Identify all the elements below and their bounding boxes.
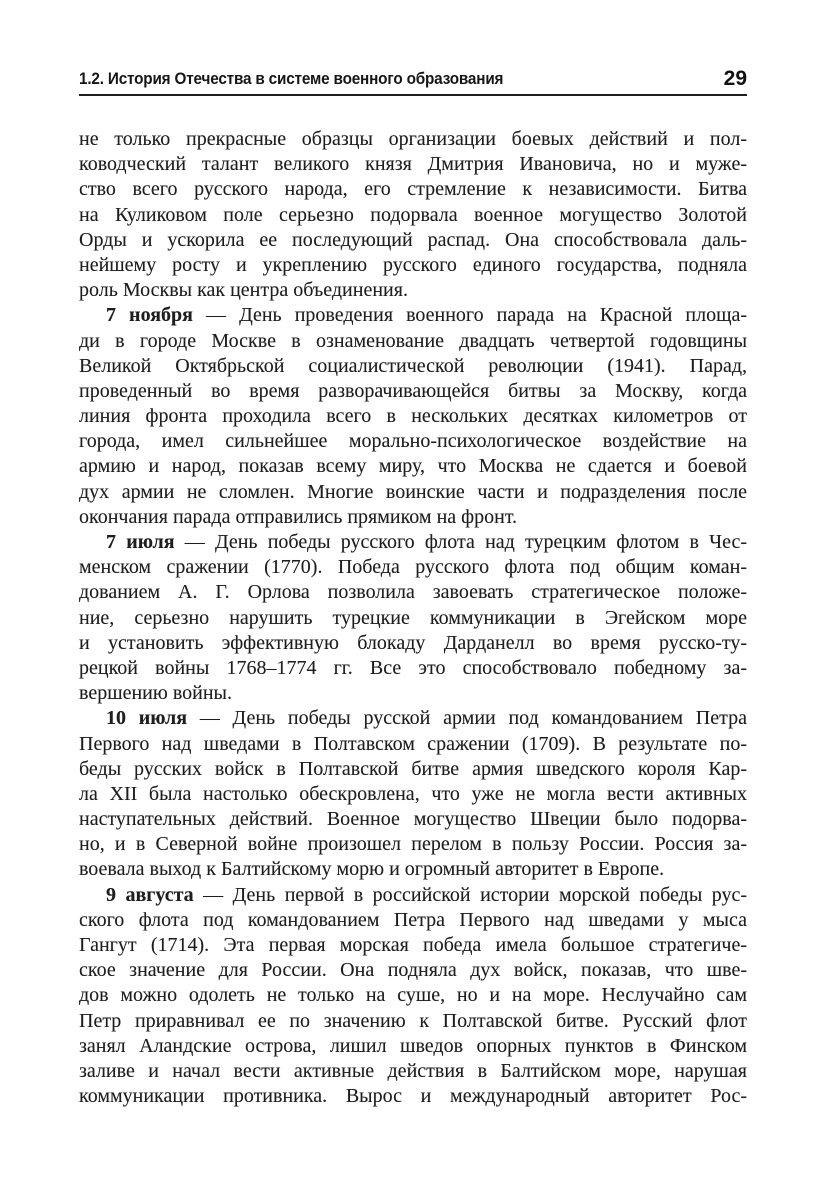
text-line: менском сражении (1770). Победа русского флота под общим коман- xyxy=(79,556,747,579)
body-text xyxy=(79,127,747,1109)
text-line: ское значение для России. Она подняла дух войск, показав, что шве- xyxy=(79,959,747,982)
text-line: но, и в Северной войне произошел перелом в пользу России. Россия за- xyxy=(79,833,747,856)
text-line: ла XII была настолько обескровлена, что уже не могла вести активных xyxy=(79,782,747,805)
text-line: ство всего русского народа, его стремление к независимости. Битва xyxy=(79,178,747,201)
text-line xyxy=(79,706,747,731)
text-line: роль Москвы как центра объединения. xyxy=(79,279,408,302)
text-line: ди в городе Москве в ознаменование двадцать четвертой годовщины xyxy=(79,329,747,352)
text-line-rest: — День победы русской армии под командованием Петра xyxy=(199,707,747,730)
text-line: и установить эффективную блокаду Дарданелл во время русско-ту- xyxy=(79,631,747,654)
text-line: дух армии не сломлен. Многие воинские части и подразделения после xyxy=(79,480,747,503)
text-line: Гангут (1714). Эта первая морская победа имела большое стратегиче- xyxy=(79,934,747,956)
date-label: 7 июля xyxy=(106,531,175,553)
text-line: коммуникации противника. Вырос и международный авторитет Рос- xyxy=(79,1085,747,1108)
date-label: 7 ноября xyxy=(106,304,193,327)
text-line: ние, серьезно нарушить турецкие коммуникации в Эгейском море xyxy=(79,606,747,629)
text-line: города, имел сильнейшее морально-психологическое воздействие на xyxy=(79,430,747,453)
paragraph-7-november xyxy=(79,303,747,530)
text-line: воевала выход к Балтийскому морю и огромный авторитет в Европе. xyxy=(79,858,665,881)
date-label: 9 августа xyxy=(106,883,194,906)
text-line-rest: — День проведения военного парада на Красной площа- xyxy=(206,304,747,327)
section-title: 1.2. История Отечества в системе военного образования xyxy=(79,69,504,88)
text-line: заливе и начал вести активные действия в Балтийском море, нарушая xyxy=(79,1059,747,1082)
text-line: Орды и ускорила ее последующий распад. Она способствовала даль- xyxy=(79,228,747,251)
text-line: занял Аландские острова, лишил шведов опорных пунктов в Финском xyxy=(79,1034,747,1057)
page-number: 29 xyxy=(723,67,747,90)
text-line: вершению войны. xyxy=(79,682,232,705)
text-line: на Куликовом поле серьезно подорвала военное могущество Золотой xyxy=(79,203,747,226)
text-line: дов можно одолеть не только на суше, но и на море. Неслучайно сам xyxy=(79,984,747,1007)
text-line: беды русских войск в Полтавской битве армия шведского короля Кар- xyxy=(79,757,747,780)
text-line xyxy=(79,883,747,908)
text-line: ского флота под командованием Петра Первого над шведами у мыса xyxy=(79,908,747,931)
text-line xyxy=(79,530,747,555)
text-line: линия фронта проходила всего в нескольких десятках километров от xyxy=(79,405,747,428)
paragraph-10-july xyxy=(79,706,747,882)
text-line: ководческий талант великого князя Дмитрия Ивановича, но и муже- xyxy=(79,153,747,176)
text-line-rest: — День победы русского флота над турецким флотом в Чес- xyxy=(184,531,747,553)
text-line: Великой Октябрьской социалистической революции (1941). Парад, xyxy=(79,354,747,377)
running-header xyxy=(79,68,747,96)
paragraph-continuation xyxy=(79,127,747,303)
text-line xyxy=(79,303,747,328)
text-line: дованием А. Г. Орлова позволила завоевать стратегическое положе- xyxy=(79,581,747,604)
text-line: армию и народ, показав всему миру, что Москва не сдается и боевой xyxy=(79,455,747,478)
text-line: Петр приравнивал ее по значению к Полтавской битве. Русский флот xyxy=(79,1009,747,1032)
text-line: окончания парада отправились прямиком на фронт. xyxy=(79,505,518,528)
text-line: нейшему росту и укреплению русского единого государства, подняла xyxy=(79,253,747,276)
text-line: Первого над шведами в Полтавском сражении (1709). В результате по- xyxy=(79,732,747,755)
date-label: 10 июля xyxy=(106,707,188,730)
text-line-rest: — День первой в российской истории морской победы рус- xyxy=(203,883,747,906)
text-line: рецкой войны 1768–1774 гг. Все это способствовало победному за- xyxy=(79,656,747,679)
text-line: проведенный во время разворачивающейся битвы за Москву, когда xyxy=(79,379,747,402)
text-line: наступательных действий. Военное могущество Швеции было подорва- xyxy=(79,808,747,831)
text-line: не только прекрасные образцы организации боевых действий и пол- xyxy=(79,128,747,150)
paragraph-7-july xyxy=(79,530,747,706)
paragraph-9-august xyxy=(79,883,747,1110)
